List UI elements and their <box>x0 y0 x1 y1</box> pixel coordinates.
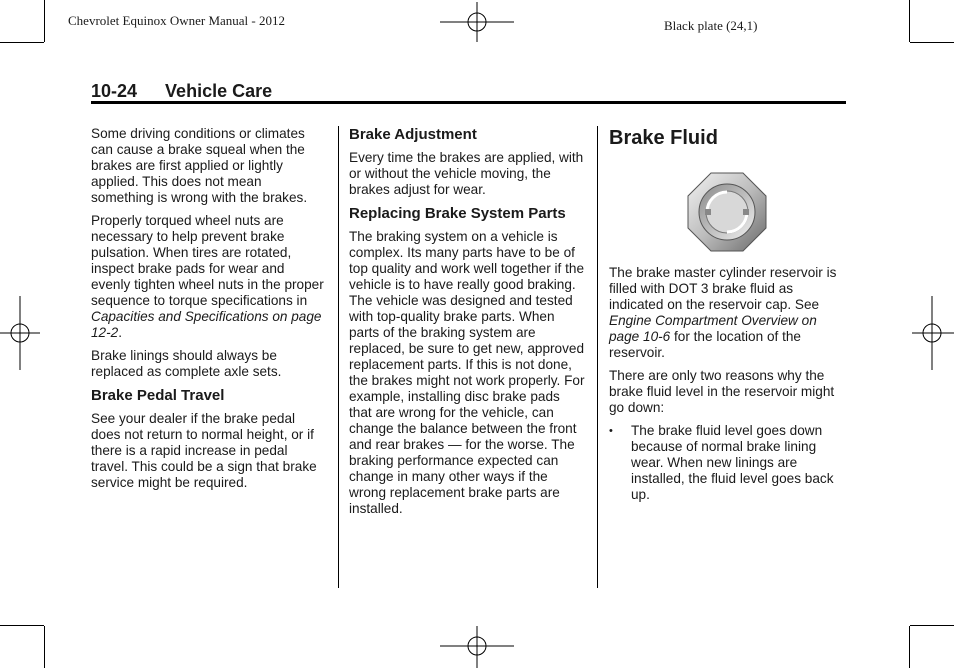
list-item <box>609 423 845 503</box>
subheading-brake-pedal-travel: Brake Pedal Travel <box>91 387 225 404</box>
paragraph: Every time the brakes are applied, with or without the vehicle moving, the brakes adjust for wear. <box>349 150 584 197</box>
paragraph-text: The brake master cylinder reservoir is filled with DOT 3 brake fluid as indicated on the reservoir cap. See <box>609 265 837 312</box>
paragraph: There are only two reasons why the brake fluid level in the reservoir might go down: <box>609 368 835 415</box>
plate-label: Black plate (24,1) <box>664 18 758 33</box>
bullet-text: The brake fluid level goes down because of normal brake lining wear. When new linings are installed, the fluid level goes back up. <box>631 423 834 502</box>
subheading-replacing-parts: Replacing Brake System Parts <box>349 205 566 222</box>
page-number: 10-24 <box>91 81 138 101</box>
crop-mark <box>0 625 44 626</box>
registration-mark-left <box>0 296 40 370</box>
cross-reference-link[interactable]: Capacities and Specifications on page 12-2 <box>91 309 322 340</box>
crop-mark <box>910 42 954 43</box>
crop-mark <box>44 0 45 42</box>
brake-fluid-reservoir-cap-icon <box>687 172 767 252</box>
crop-mark <box>909 626 910 668</box>
column-divider <box>597 126 598 588</box>
paragraph <box>609 265 845 361</box>
paragraph: The braking system on a vehicle is complex. Its many parts have to be of top quality and work well together if the vehicle is to have really good braking. The vehicle was designed and tested with top-quality brake parts. When parts of the braking system are replaced, be sure to get new, approved replacement parts. If this is not done, the brakes might not work properly. For example, installing disc brake pads that are wrong for the vehicle, can change the balance between the front and rear brakes — for the worse. The braking performance expected can change in many other ways if the wrong replacement brake parts are installed. <box>349 229 585 516</box>
paragraph-text: for the location of the reservoir. <box>609 329 801 360</box>
paragraph: Brake linings should always be replaced as complete axle sets. <box>91 348 282 379</box>
registration-mark-right <box>912 296 954 370</box>
cross-reference-link[interactable]: Engine Compartment Overview on page 10-6 <box>609 313 817 344</box>
column-2 <box>349 126 585 524</box>
registration-mark-top <box>440 2 514 42</box>
paragraph-text: Properly torqued wheel nuts are necessary to help prevent brake pulsation. When tires are rotated, inspect brake pads for wear and evenly tighten wheel nuts in the proper sequence to torque specifications in <box>91 213 324 308</box>
figure-area <box>609 150 845 265</box>
paragraph <box>91 213 326 341</box>
crop-mark <box>44 626 45 668</box>
section-title: Vehicle Care <box>165 81 273 101</box>
column-1 <box>91 126 326 498</box>
paragraph: See your dealer if the brake pedal does not return to normal height, or if there is a rapid increase in pedal travel. This could be a sign that brake service might be required. <box>91 411 317 490</box>
manual-title: Chevrolet Equinox Owner Manual - 2012 <box>68 13 285 28</box>
heading-brake-fluid: Brake Fluid <box>609 127 718 149</box>
bullet-icon: • <box>609 425 613 437</box>
paragraph-text: . <box>118 325 122 340</box>
paragraph: Some driving conditions or climates can cause a brake squeal when the brakes are first applied or lightly applied. This does not mean something is wrong with the brakes. <box>91 126 308 205</box>
crop-mark <box>910 625 954 626</box>
subheading-brake-adjustment: Brake Adjustment <box>349 126 477 143</box>
section-heading <box>91 81 272 102</box>
crop-mark <box>909 0 910 42</box>
column-3 <box>609 126 845 503</box>
column-divider <box>338 126 339 588</box>
registration-mark-bottom <box>440 626 514 668</box>
crop-mark <box>0 42 44 43</box>
section-rule <box>91 101 846 104</box>
